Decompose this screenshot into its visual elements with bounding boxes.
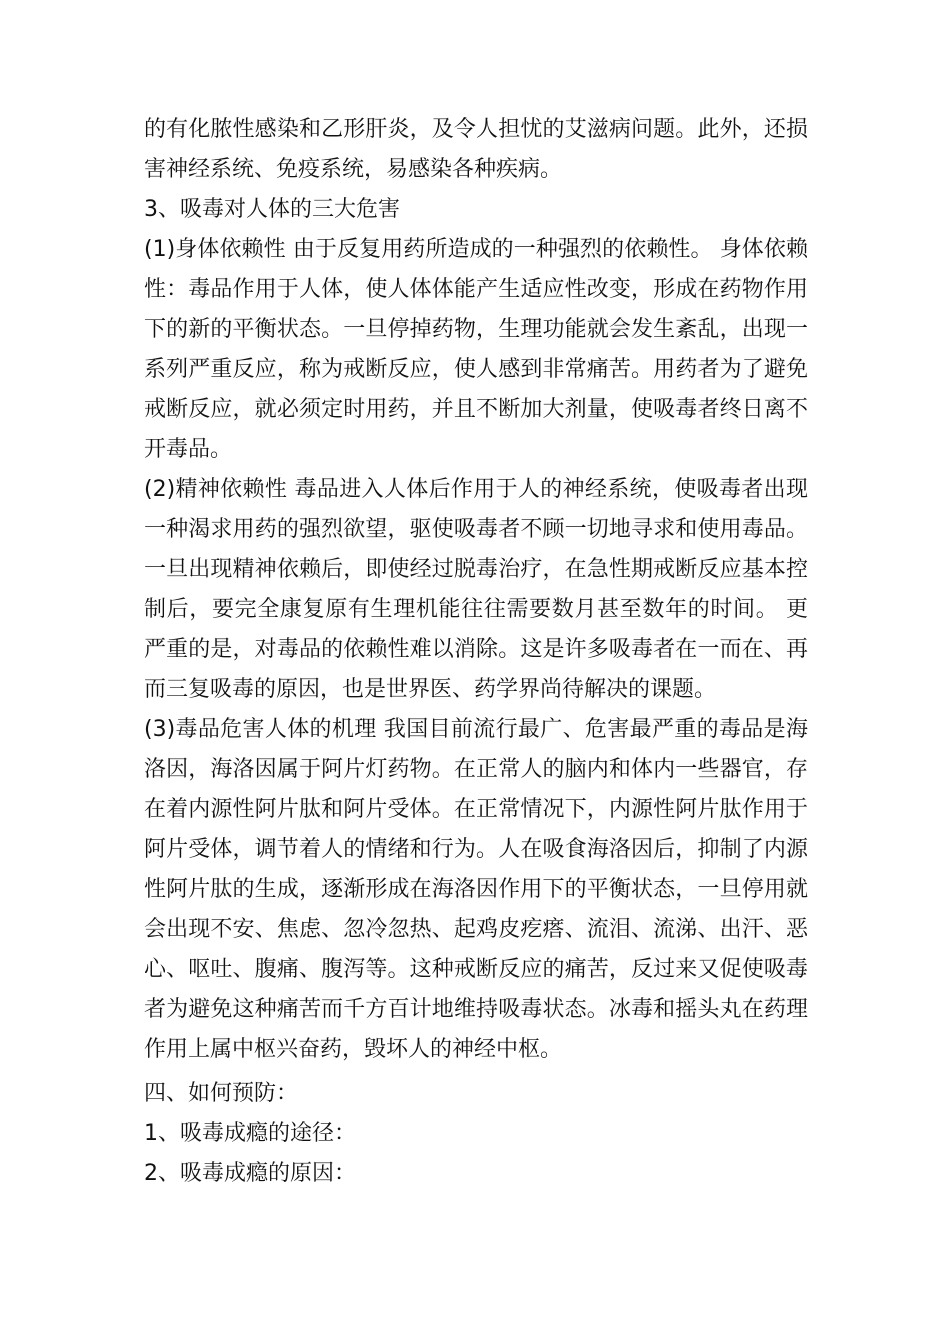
section-heading-prevention: 四、如何预防： <box>144 1081 299 1106</box>
paragraph-continuation: 的有化脓性感染和乙形肝炎，及令人担忧的艾滋病问题。此外，还损害神经系统、免疫系统，易感染各种疾病。 <box>144 117 808 182</box>
paragraph-mental-dependence: (2)精神依赖性 毒品进入人体后作用于人的神经系统，使吸毒者出现一种渴求用药的强烈欲望，驱使吸毒者不顾一切地寻求和使用毒品。一旦出现精神依赖后，即使经过脱毒治疗，在急性期戒断反应基本控制后，要完全康复原有生理机能往往需要数月甚至数年的时间。 更严重的是，对毒品的依赖性难以消除。这是许多吸毒者在一而在、再而三复吸毒的原因，也是世界医、药学界尚待解决的课题。 <box>144 477 808 702</box>
document-body <box>144 110 808 1194</box>
section-heading-three-dangers: 3、吸毒对人体的三大危害 <box>144 197 400 222</box>
list-item-addiction-path: 1、吸毒成瘾的途径： <box>144 1121 356 1146</box>
paragraph-physical-dependence: (1)身体依赖性 由于反复用药所造成的一种强烈的依赖性。 身体依赖性：毒品作用于人体，使人体体能产生适应性改变，形成在药物作用下的新的平衡状态。一旦停掉药物，生理功能就会发生紊乱，出现一系列严重反应，称为戒断反应，使人感到非常痛苦。用药者为了避免戒断反应，就必须定时用药，并且不断加大剂量，使吸毒者终日离不开毒品。 <box>144 237 808 462</box>
paragraph-mechanism: (3)毒品危害人体的机理 我国目前流行最广、危害最严重的毒品是海洛因，海洛因属于阿片灯药物。在正常人的脑内和体内一些器官，存在着内源性阿片肽和阿片受体。在正常情况下，内源性阿片肽作用于阿片受体，调节着人的情绪和行为。人在吸食海洛因后，抑制了内源性阿片肽的生成，逐渐形成在海洛因作用下的平衡状态，一旦停用就会出现不安、焦虑、忽冷忽热、起鸡皮疙瘩、流泪、流涕、出汗、恶心、呕吐、腹痛、腹泻等。这种戒断反应的痛苦，反过来又促使吸毒者为避免这种痛苦而千方百计地维持吸毒状态。冰毒和摇头丸在药理作用上属中枢兴奋药，毁坏人的神经中枢。 <box>144 717 808 1062</box>
list-item-addiction-cause: 2、吸毒成瘾的原因： <box>144 1161 356 1186</box>
